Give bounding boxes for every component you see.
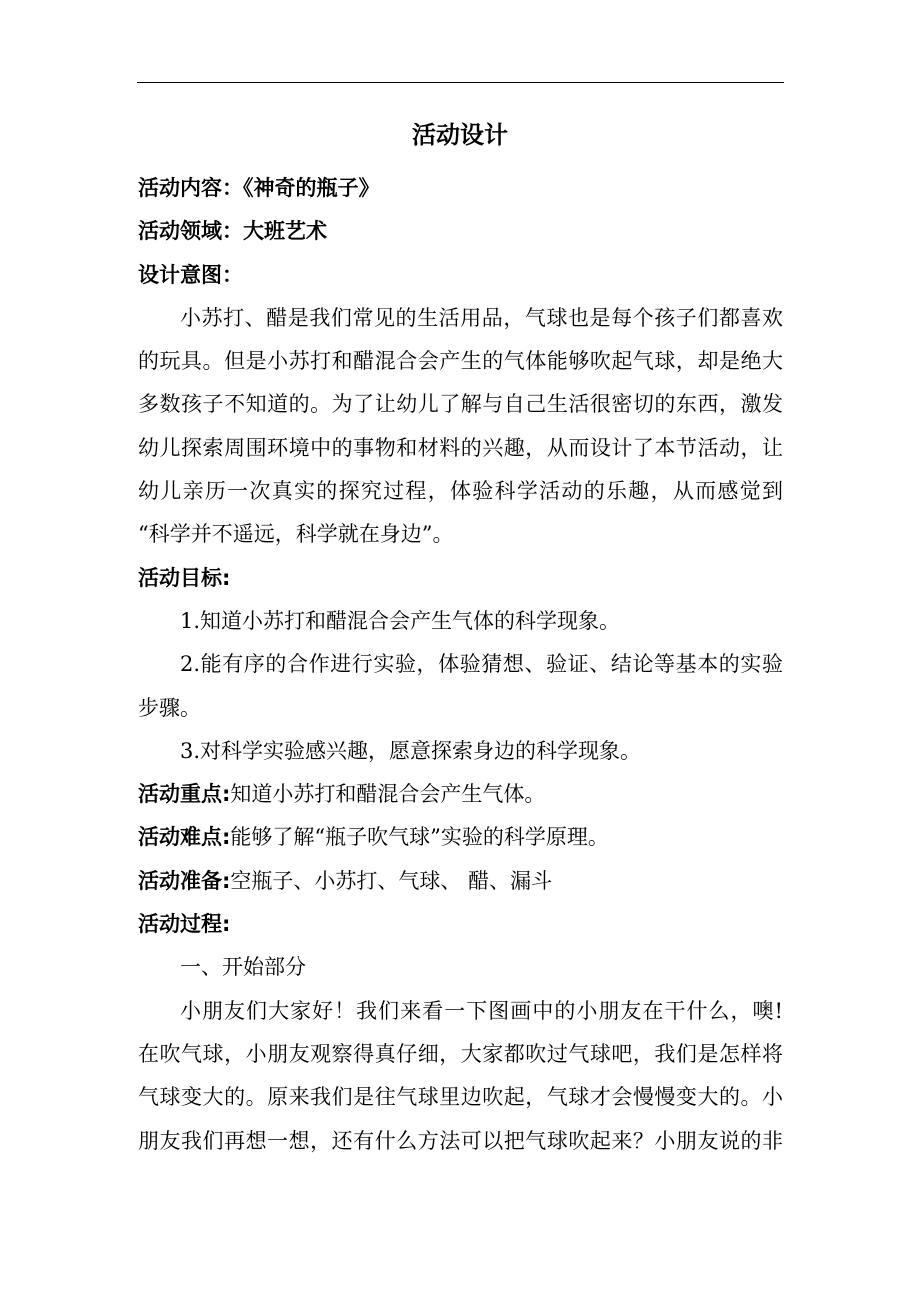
intent-line: 幼儿探索周围环境中的事物和材料的兴趣，从而设计了本节活动，让 (138, 435, 783, 460)
document-body (138, 167, 783, 1163)
intent-line: 幼儿亲历一次真实的探究过程，体验科学活动的乐趣，从而感觉到 (138, 479, 783, 504)
process-line: 在吹气球，小朋友观察得真仔细，大家都吹过气球吧，我们是怎样将 (138, 1041, 783, 1066)
domain-label: 活动领域： (138, 219, 243, 244)
content-label: 活动内容： (138, 176, 243, 200)
process-section-heading: 一、开始部分 (180, 955, 306, 980)
difficulty-label: 活动难点: (138, 825, 231, 850)
intent-line: “科学并不遥远，科学就在身边”。 (138, 522, 454, 547)
key-point-line (138, 773, 783, 816)
goal-item: 2.能有序的合作进行实验，体验猜想、验证、结论等基本的实验 (180, 652, 783, 677)
goal-item-continuation: 步骤。 (138, 695, 201, 720)
preparation-line (138, 860, 783, 903)
preparation-label: 活动准备: (138, 868, 231, 893)
goals-label: 活动目标: (138, 565, 231, 590)
domain-line (138, 210, 783, 253)
preparation-value: 空瓶子、小苏打、气球、 醋、漏斗 (230, 868, 553, 893)
content-value: 《神奇的瓶子》 (243, 176, 380, 200)
goal-item: 3.对科学实验感兴趣，愿意探索身边的科学现象。 (180, 738, 642, 763)
domain-value: 大班艺术 (243, 219, 327, 244)
difficulty-line (138, 816, 783, 859)
process-line: 小朋友们大家好！我们来看一下图画中的小朋友在干什么，噢! (180, 998, 783, 1023)
content-line (138, 167, 783, 210)
intent-label: 设计意图： (138, 262, 243, 287)
key-point-value: 知道小苏打和醋混合会产生气体。 (230, 782, 546, 807)
intent-line: 多数孩子不知道的。为了让幼儿了解与自己生活很密切的东西，激发 (138, 392, 783, 417)
difficulty-value: 能够了解“瓶子吹气球”实验的科学原理。 (230, 825, 609, 850)
page-title: 活动设计 (412, 121, 508, 149)
key-point-label: 活动重点: (138, 782, 231, 807)
goal-item: 1.知道小苏打和醋混合会产生气体的科学现象。 (180, 608, 621, 633)
header-rule (137, 82, 784, 83)
process-line: 朋友我们再想一想，还有什么方法可以把气球吹起来？小朋友说的非 (138, 1128, 783, 1153)
intent-line: 的玩具。但是小苏打和醋混合会产生的气体能够吹起气球，却是绝大 (138, 349, 783, 374)
intent-line: 小苏打、醋是我们常见的生活用品，气球也是每个孩子们都喜欢 (180, 305, 783, 330)
process-label: 活动过程: (138, 912, 231, 937)
process-line: 气球变大的。原来我们是往气球里边吹起，气球才会慢慢变大的。小 (138, 1085, 783, 1110)
